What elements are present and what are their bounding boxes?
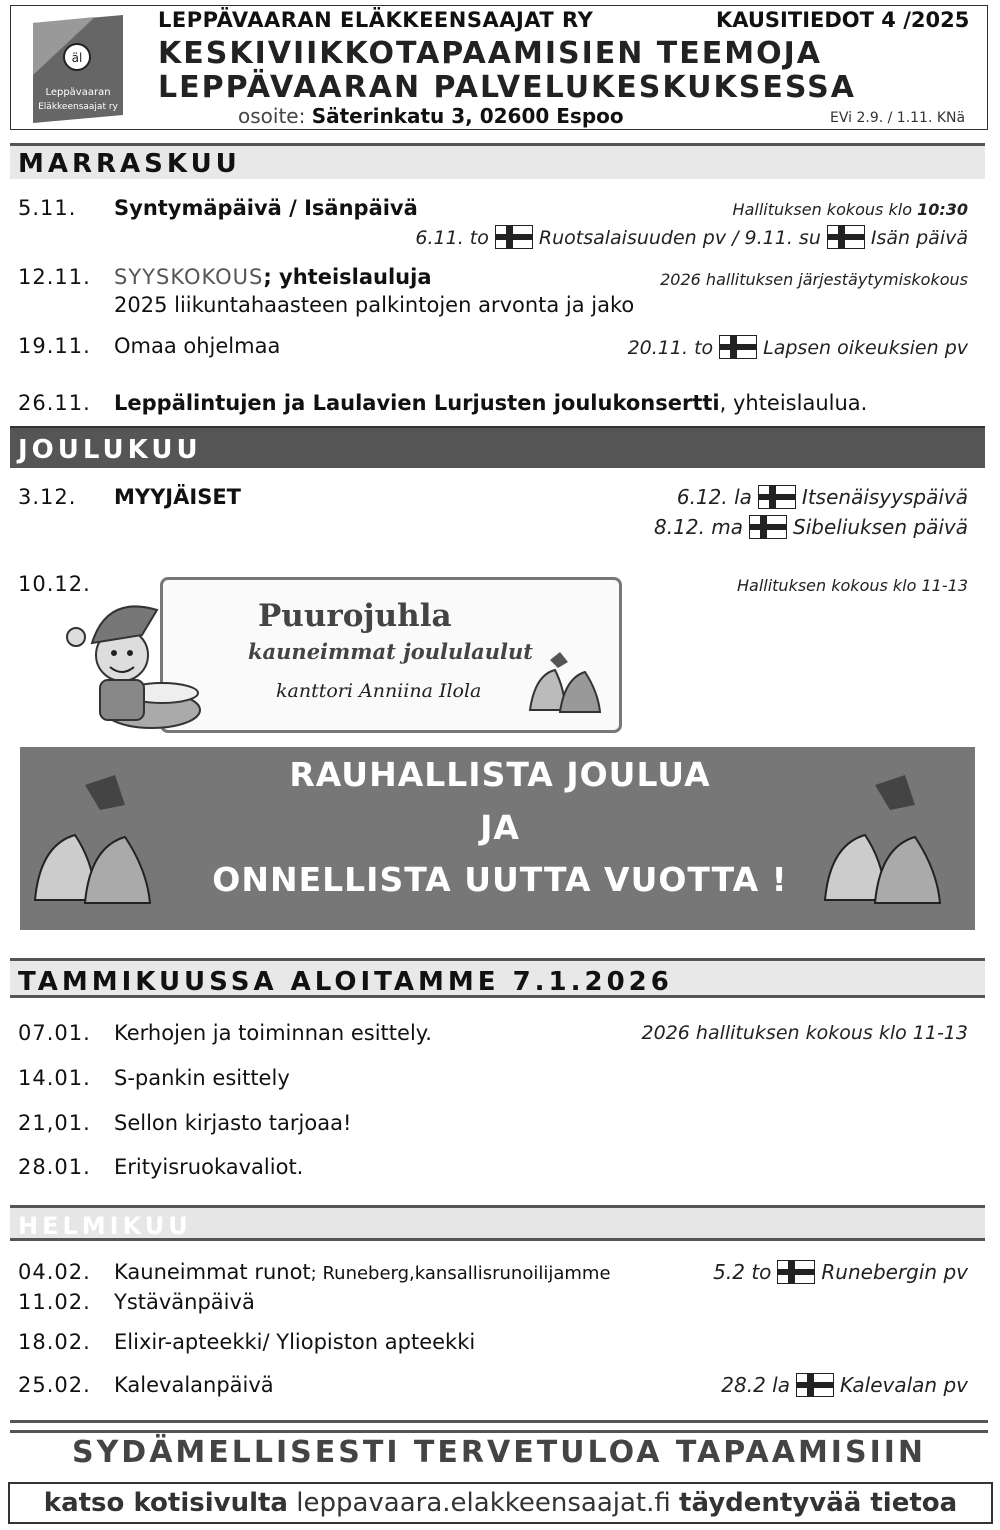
event-note: 2026 hallituksen järjestäytymiskokous (660, 270, 968, 289)
flag-day-note: 28.2 la Kalevalan pv (721, 1373, 968, 1397)
event-title: Kauneimmat runot; Runeberg,kansallisrunoilijamme (114, 1260, 611, 1284)
footer-divider (10, 1420, 988, 1423)
event-note: Hallituksen kokous klo 11-13 (736, 576, 968, 595)
editors-initials: EVi 2.9. / 1.11. KNä (830, 110, 966, 126)
event-detail: 2025 liikuntahaasteen palkintojen arvonta ja jako (114, 293, 635, 317)
section-january: TAMMIKUUSSA ALOITAMME 7.1.2026 (10, 958, 985, 998)
bells-icon (510, 650, 610, 720)
event-title: MYYJÄISET (114, 485, 241, 509)
date-label: 14.01. (18, 1066, 91, 1090)
finnish-flag-icon (777, 1260, 815, 1284)
date-label: 04.02. (18, 1260, 91, 1284)
event-title: Leppälintujen ja Laulavien Lurjusten joulukonsertti, yhteislaulua. (114, 391, 868, 415)
date-label: 26.11. (18, 391, 91, 415)
finnish-flag-icon (719, 335, 757, 359)
website-info: katso kotisivulta leppavaara.elakkeensaajat.fi täydentyvää tietoa (8, 1482, 993, 1524)
finnish-flag-icon (796, 1373, 834, 1397)
svg-text:Leppävaaran: Leppävaaran (45, 87, 111, 98)
svg-text:äl: äl (71, 51, 83, 65)
greeting-line1: RAUHALLISTA JOULUA (289, 755, 711, 794)
event-title: Kerhojen ja toiminnan esittely. (114, 1021, 432, 1045)
event-title: Erityisruokavaliot. (114, 1155, 304, 1179)
date-label: 28.01. (18, 1155, 91, 1179)
address (238, 104, 624, 128)
event-title: S-pankin esittely (114, 1066, 290, 1090)
date-label: 19.11. (18, 334, 91, 358)
porridge-party-cantor: kanttori Anniina Ilola (276, 680, 482, 702)
event-note: Hallituksen kokous klo 10:30 (732, 200, 968, 219)
flag-day-note: 20.11. to Lapsen oikeuksien pv (627, 337, 968, 359)
date-label: 10.12. (18, 572, 91, 596)
flag-day-note: 8.12. ma Sibeliuksen päivä (654, 515, 968, 539)
date-label: 11.02. (18, 1290, 91, 1314)
address-value: Säterinkatu 3, 02600 Espoo (311, 104, 624, 128)
event-title: Sellon kirjasto tarjoaa! (114, 1111, 352, 1135)
event-title: SYYSKOKOUS; yhteislauluja (114, 265, 432, 289)
date-label: 12.11. (18, 265, 91, 289)
organization-name: LEPPÄVAARAN ELÄKKEENSAAJAT RY (158, 8, 594, 32)
svg-text:Eläkkeensaajat ry: Eläkkeensaajat ry (38, 102, 118, 112)
porridge-party-subtitle: kauneimmat joululaulut (248, 639, 534, 664)
date-label: 21,01. (18, 1111, 91, 1135)
season-label: KAUSITIEDOT 4 /2025 (716, 8, 970, 32)
flag-day-note: 5.2 to Runebergin pv (713, 1260, 968, 1284)
finnish-flag-icon (827, 225, 865, 249)
flag-day-note: 6.11. to Ruotsalaisuuden pv / 9.11. su Isän päivä (415, 227, 968, 249)
association-logo (25, 15, 131, 123)
page-title-line1: KESKIVIIKKOTAPAAMISIEN TEEMOJA (158, 36, 822, 71)
finnish-flag-icon (749, 515, 787, 539)
date-label: 3.12. (18, 485, 77, 509)
date-label: 5.11. (18, 196, 77, 220)
event-title: Elixir-apteekki/ Yliopiston apteekki (114, 1330, 476, 1354)
section-november: MARRASKUU (10, 143, 985, 179)
greeting-line2: JA (480, 808, 520, 847)
event-title: Syntymäpäivä / Isänpäivä (114, 196, 418, 220)
date-label: 18.02. (18, 1330, 91, 1354)
page-title-line2: LEPPÄVAARAN PALVELUKESKUKSESSA (158, 70, 856, 105)
finnish-flag-icon (495, 225, 533, 249)
section-february: HELMIKUU (10, 1205, 985, 1241)
flag-day-note: 6.12. la Itsenäisyyspäivä (676, 485, 968, 509)
section-december: JOULUKUU (10, 426, 985, 468)
event-title: Kalevalanpäivä (114, 1373, 274, 1397)
greeting-line3: ONNELLISTA UUTTA VUOTTA ! (212, 860, 788, 899)
elf-illustration-icon (62, 585, 202, 735)
event-title: Ystävänpäivä (114, 1290, 255, 1314)
welcome-message: SYDÄMELLISESTI TERVETULOA TAPAAMISIIN (10, 1430, 988, 1470)
date-label: 07.01. (18, 1021, 91, 1045)
event-note: 2026 hallituksen kokous klo 11-13 (641, 1022, 968, 1044)
event-title: Omaa ohjelmaa (114, 334, 281, 358)
finnish-flag-icon (758, 485, 796, 509)
address-label: osoite: (238, 104, 306, 128)
porridge-party-title: Puurojuhla (258, 598, 452, 634)
date-label: 25.02. (18, 1373, 91, 1397)
website-link[interactable]: leppavaara.elakkeensaajat.fi (296, 1488, 671, 1518)
